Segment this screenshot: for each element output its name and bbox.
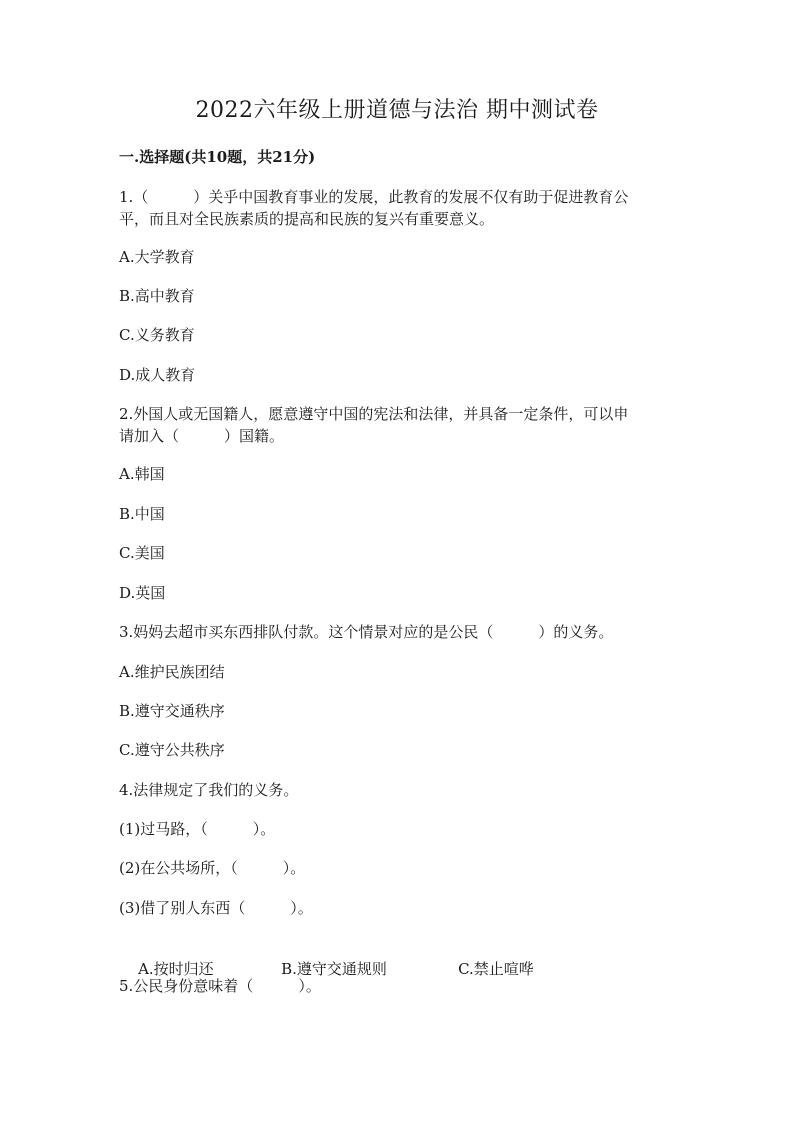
question-4-sub-1: (1)过马路，（ ）。 [119, 820, 276, 838]
page-title: 2022六年级上册道德与法治 期中测试卷 [195, 98, 599, 123]
question-2-text-line-1: 2.外国人或无国籍人，愿意遵守中国的宪法和法律，并具备一定条件，可以申 [119, 405, 629, 423]
question-1-option-c: C.义务教育 [119, 326, 195, 344]
question-4-sub-3: (3)借了别人东西（ ）。 [119, 899, 313, 917]
question-4-option-c: C.禁止喧哗 [458, 960, 534, 978]
question-4-option-b: B.遵守交通规则 [281, 960, 387, 978]
question-3-option-b: B.遵守交通秩序 [119, 702, 225, 720]
question-1-option-a: A.大学教育 [119, 248, 195, 266]
question-2-text-line-2: 请加入（ ）国籍。 [119, 427, 285, 445]
question-1-text-line-2: 平，而且对全民族素质的提高和民族的复兴有重要意义。 [119, 210, 495, 228]
question-1-option-d: D.成人教育 [119, 366, 196, 384]
section-heading: 一.选择题(共10题，共21分) [119, 148, 316, 166]
question-4-sub-2: (2)在公共场所，（ ）。 [119, 859, 306, 877]
question-3-option-c: C.遵守公共秩序 [119, 741, 225, 759]
question-4-option-a: A.按时归还 [138, 960, 214, 978]
question-2-option-a: A.韩国 [119, 465, 165, 483]
question-4-text: 4.法律规定了我们的义务。 [119, 781, 299, 799]
question-2-option-c: C.美国 [119, 544, 165, 562]
question-3-text: 3.妈妈去超市买东西排队付款。这个情景对应的是公民（ ）的义务。 [119, 623, 614, 641]
question-1-option-b: B.高中教育 [119, 287, 195, 305]
question-5-text: 5.公民身份意味着（ ）。 [119, 977, 321, 995]
question-2-option-b: B.中国 [119, 505, 165, 523]
question-2-option-d: D.英国 [119, 584, 166, 602]
question-1-text-line-1: 1.（ ）关乎中国教育事业的发展，此教育的发展不仅有助于促进教育公 [119, 188, 629, 206]
question-3-option-a: A.维护民族团结 [119, 663, 225, 681]
